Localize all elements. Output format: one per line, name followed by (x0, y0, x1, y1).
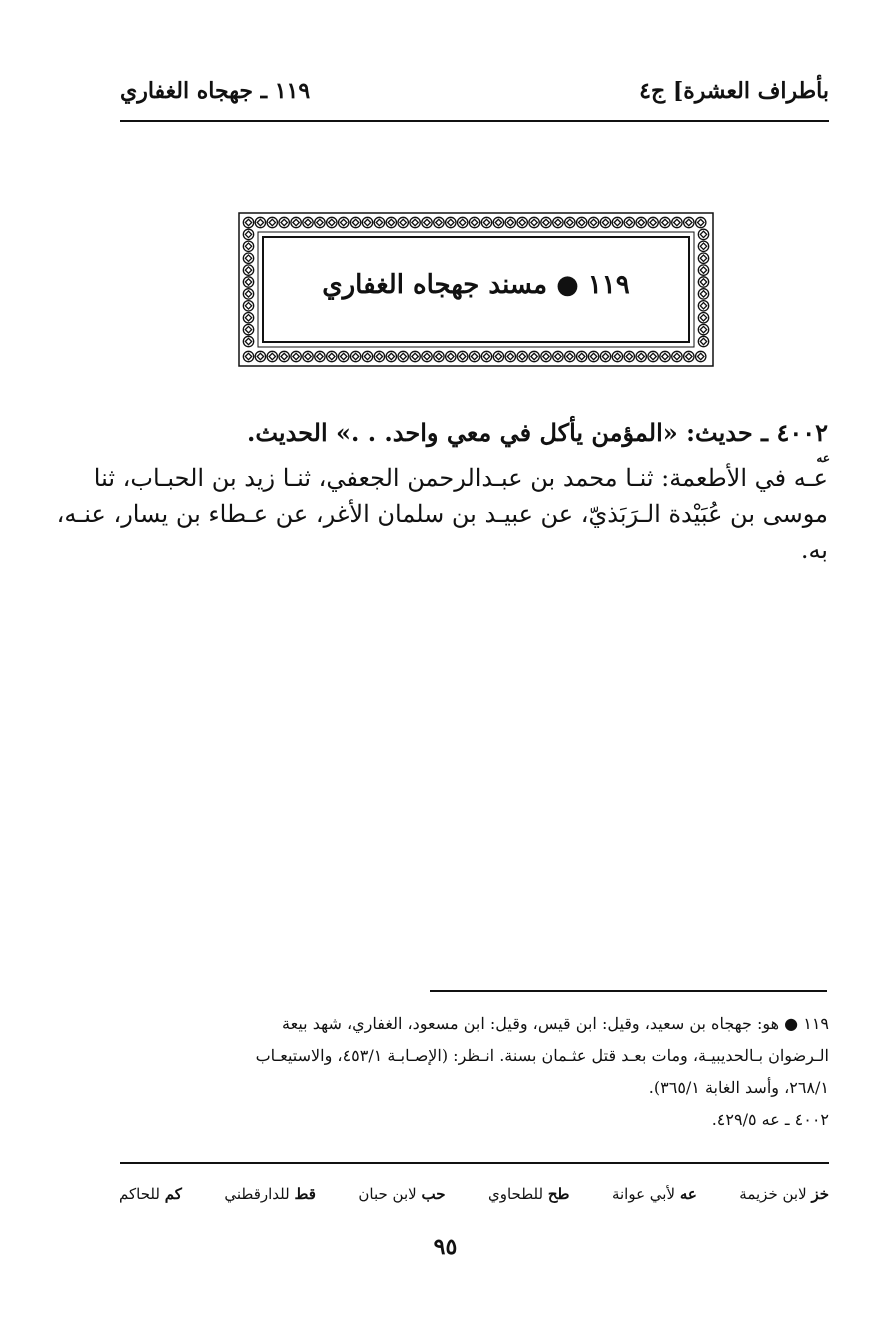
ornament-motif (400, 219, 406, 225)
ornament-motif (341, 219, 347, 225)
ornament-motif (602, 353, 608, 359)
ornament-motif (245, 231, 251, 237)
ornament-motif (471, 219, 477, 225)
ornament-motif (257, 219, 263, 225)
ornament-motif (579, 219, 585, 225)
sigla-abbreviation: حب (421, 1185, 446, 1203)
ornament-motif (376, 219, 382, 225)
sigla-item (224, 1180, 316, 1208)
ornament-motif (364, 353, 370, 359)
ornament-motif (245, 338, 251, 344)
sigla-abbreviation: عه (679, 1185, 697, 1203)
ornament-motif (448, 219, 454, 225)
footnote-line: ٢٦٨/١، وأسد الغابة ٣٦٥/١). (648, 1078, 829, 1097)
ornament-motif (531, 219, 537, 225)
ornament-motif (269, 353, 275, 359)
ornament-motif (245, 255, 251, 261)
sigla-item (358, 1180, 445, 1208)
ornament-motif (567, 353, 573, 359)
ornament-motif (662, 353, 668, 359)
ornament-motif (700, 255, 706, 261)
ornament-motif (448, 353, 454, 359)
ornament-motif (460, 219, 466, 225)
ornament-motif (700, 338, 706, 344)
ornament-motif (329, 353, 335, 359)
ornament-motif (412, 353, 418, 359)
ornament-motif (281, 219, 287, 225)
sigla-abbreviation: خز (811, 1185, 829, 1203)
narrator-siglum: عه (816, 451, 830, 465)
ornament-motif (674, 353, 680, 359)
sigla-meaning: لابن خزيمة (739, 1185, 807, 1203)
footnote-separator (430, 990, 827, 992)
sigla-rule (120, 1162, 829, 1164)
footnote-line: ١١٩ ● هو: جهجاه بن سعيد، وقيل: ابن قيس، وقيل: ابن مسعود، الغفاري، شهد بيعة (282, 1014, 829, 1033)
header-rule (120, 120, 829, 122)
footnote-line: الـرضوان بـالحديبيـة، ومات بعـد قتل عثـمان بسنة. انـظر: (الإصـابـة ٤٥٣/١، والاستيعـاب (255, 1046, 829, 1065)
footnote-line: ٤٠٠٢ ـ عه ٤٢٩/٥. (711, 1110, 829, 1129)
ornament-motif (590, 353, 596, 359)
ornament-motif (543, 219, 549, 225)
ornament-motif (495, 353, 501, 359)
ornament-motif (700, 315, 706, 321)
ornament-motif (305, 353, 311, 359)
ornament-motif (507, 353, 513, 359)
ornament-motif (638, 353, 644, 359)
ornament-motif (602, 219, 608, 225)
ornament-motif (519, 219, 525, 225)
ornament-motif (700, 231, 706, 237)
section-title: ١١٩ ● مسند جهجاه الغفاري (322, 270, 630, 300)
ornament-motif (579, 353, 585, 359)
ornament-motif (257, 353, 263, 359)
ornament-motif (436, 219, 442, 225)
ornament-motif (471, 353, 477, 359)
ornament-motif (293, 219, 299, 225)
hadith-text-line: عـه في الأطعمة: ثنـا محمد بن عبـدالرحمن الجعفي، ثنـا زيد بن الحبـاب، ثنا (93, 464, 828, 492)
ornament-motif (686, 353, 692, 359)
footnotes (119, 1008, 829, 1136)
ornament-motif (293, 353, 299, 359)
ornament-motif (424, 353, 430, 359)
sigla-abbreviation: كم (164, 1185, 182, 1203)
sigla-abbreviation: قط (294, 1185, 316, 1203)
ornament-motif (460, 353, 466, 359)
ornament-motif (650, 353, 656, 359)
ornament-motif (424, 219, 430, 225)
sigla-meaning: للحاكم (119, 1185, 160, 1203)
ornament-motif (245, 326, 251, 332)
ornament-motif (364, 219, 370, 225)
ornament-motif (674, 219, 680, 225)
hadith-text (56, 460, 828, 568)
sigla-item (488, 1180, 569, 1208)
ornament-motif (698, 219, 704, 225)
page-number: ٩٥ (433, 1234, 458, 1260)
hadith-text-line: موسى بن عُبَيْدة الـرَبَذيّ، عن عبيـد بن سلمان الأغر، عن عـطاء بن يسار، عنـه، (56, 500, 828, 528)
ornament-motif (352, 219, 358, 225)
header-section-title: ١١٩ ـ جهجاه الغفاري (120, 78, 311, 104)
ornament-motif (700, 243, 706, 249)
running-header (120, 74, 829, 108)
ornament-motif (650, 219, 656, 225)
ornament-motif (700, 303, 706, 309)
ornament-motif (531, 353, 537, 359)
ornament-motif (245, 243, 251, 249)
ornament-motif (626, 353, 632, 359)
ornament-motif (245, 303, 251, 309)
hadith-heading: ٤٠٠٢ ـ حديث: «المؤمن يأكل في معي واحد. . .» الحديث. (246, 418, 828, 447)
sigla-meaning: للدارقطني (224, 1185, 290, 1203)
ornament-motif (590, 219, 596, 225)
ornament-motif (341, 353, 347, 359)
ornament-motif (245, 219, 251, 225)
sigla-legend (119, 1180, 829, 1208)
ornament-motif (700, 326, 706, 332)
ornament-motif (400, 353, 406, 359)
sigla-meaning: للطحاوي (487, 1185, 544, 1203)
ornament-motif (614, 353, 620, 359)
ornament-motif (388, 219, 394, 225)
ornament-motif (352, 353, 358, 359)
hadith-text-line: به. (800, 536, 828, 564)
ornament-motif (483, 219, 489, 225)
ornament-motif (269, 219, 275, 225)
ornament-motif (555, 353, 561, 359)
sigla-item (119, 1180, 182, 1208)
ornament-motif (507, 219, 513, 225)
sigla-item (612, 1180, 697, 1208)
ornament-motif (329, 219, 335, 225)
ornament-motif (626, 219, 632, 225)
sigla-abbreviation: طح (547, 1185, 570, 1203)
ornament-motif (281, 353, 287, 359)
ornamental-title-frame (238, 212, 714, 367)
ornament-motif (555, 219, 561, 225)
ornament-motif (412, 219, 418, 225)
sigla-item (739, 1180, 829, 1208)
ornament-motif (614, 219, 620, 225)
ornament-motif (305, 219, 311, 225)
ornament-motif (317, 219, 323, 225)
ornament-motif (543, 353, 549, 359)
ornament-motif (376, 353, 382, 359)
ornament-motif (483, 353, 489, 359)
ornament-motif (686, 219, 692, 225)
sigla-meaning: لأبي عوانة (611, 1185, 676, 1203)
ornament-motif (245, 353, 251, 359)
ornament-motif (519, 353, 525, 359)
ornament-motif (495, 219, 501, 225)
ornament-motif (662, 219, 668, 225)
ornament-motif (698, 353, 704, 359)
ornament-motif (638, 219, 644, 225)
ornament-motif (245, 315, 251, 321)
sigla-meaning: لابن حبان (358, 1185, 417, 1203)
ornament-motif (388, 353, 394, 359)
ornament-motif (567, 219, 573, 225)
ornament-motif (317, 353, 323, 359)
ornament-motif (436, 353, 442, 359)
header-book-title: بأطراف العشرة] ج٤ (639, 78, 829, 104)
